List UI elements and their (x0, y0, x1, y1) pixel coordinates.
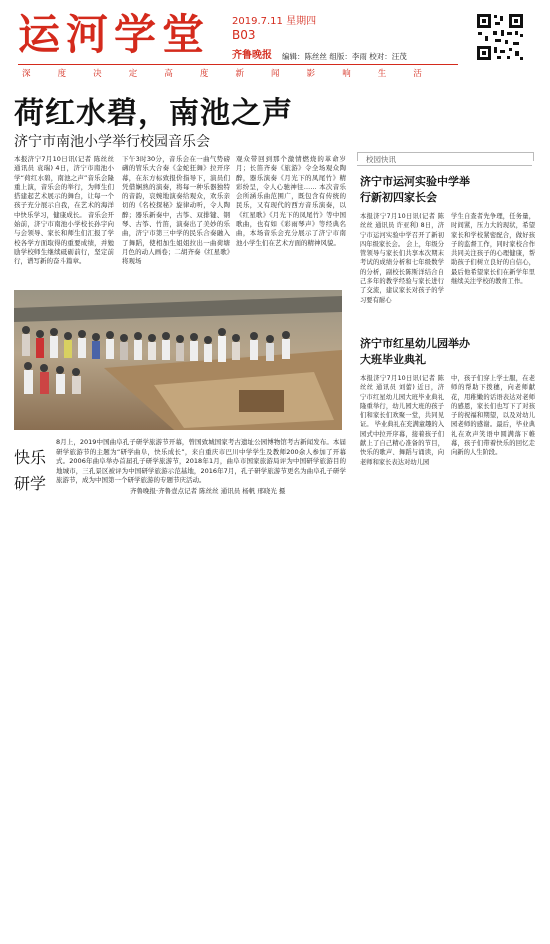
news-box-rule (357, 165, 532, 166)
slogan-char: 响 (342, 69, 351, 79)
page-number: B03 (232, 28, 256, 42)
slogan-char: 生 (377, 69, 387, 79)
slogan-char: 深 (22, 69, 31, 79)
side-label-line: 快乐 (14, 448, 47, 467)
paper-name: 齐鲁晚报 (232, 50, 272, 61)
article-subhead: 济宁市南池小学举行校园音乐会 (14, 134, 210, 150)
photo-side-label (14, 445, 46, 497)
article-column: 下午3时30分，音乐会在一曲气势磅礴的管乐大合奏《金蛇狂舞》拉开序幕，在东方标致报价指导下，演员们凭借娴熟的演奏，将每一种乐器独特的音韵，哀婉地演奏给观众，欢乐亲切的《名校探秘》旋律动听，令人陶醉；器乐新奏中，古筝、双排键、钢琴、古筝、竹笛，演奏出了美妙的乐曲，济宁市第三中学的民乐合奏融入了舞蹈，使相加生姐姐拉出一曲荷塘月色的动人画卷；二胡齐奏《红星歌》将观场 (122, 155, 230, 266)
slogan-char: 新 (235, 69, 244, 79)
photo-caption: 8月上，2019中国曲阜孔子研学旅游节开幕，曾国致城国家考古遗址公园博物馆考古新闻发布。本届研学旅游节的主题为“研学曲阜，快乐成长”，来自重庆市巴川中学学生及教师200余人参加了开幕式。2006年曲阜举办首届孔子研学旅游节，2018年1月，曲阜市国家旅游局评为中国研学旅游目的地城市，三孔景区被评为中国研学旅游示范基地，2016年7月，孔子研学旅游节更名为曲阜孔子研学旅游节，成为中国第一个研学旅游的专题节庆活动。 (56, 438, 346, 484)
article-column: 观众带回到那个激情燃烧的革命岁月；长笛齐奏《旅游》令全场观众陶醉，器乐演奏《月光下的凤尾竹》精彩纷呈，令人心驰神往…… 本次音乐会所涵乐曲范围广，既包含有传统的民乐，又有现代的西方音乐演奏，以《红星歌》《月光下的凤尾竹》等中国歌曲，也有如《彩雨琴声》等经典名曲，本场音乐会充分展示了济宁市南池小学生们在艺术方面的精神风貌。 (236, 155, 346, 247)
slogan-char: 影 (306, 69, 316, 79)
sidebar-story2-column: 本报济宁7月10日讯(记者 陈丝丝 通讯员 刘蕾) 近日，济宁市红星幼儿园大班毕业典礼隆重举行，幼儿园大班的孩子们和家长们欢聚一堂，共同见证。 毕业典礼在充满童趣的入园式中拉开序幕，接着孩子们献上了自己精心准备的节目，快乐的歌声、舞蹈与诵读，向老师和家长表达对幼儿园 (360, 375, 444, 466)
slogan-char: 活 (413, 69, 422, 79)
slogan-char: 度 (57, 69, 67, 79)
sidebar-story2-headline: 济宁市红星幼儿园举办大班毕业典礼 (360, 337, 470, 366)
sidebar-story1-headline: 济宁市运河实验中学举行新初四家长会 (360, 175, 470, 204)
sidebar-story1-column: 本报济宁7月10日讯(记者 陈丝丝 通讯员 许亚利) 8日，济宁市运河实验中学召开了新初四年级家长会。 会上，年级分管领导与家长们共享本次期末考试的成绩分析和七年级数学的分析，副校长陈斯洋结合自己多年的教学经验与家长进行了交流，建议家长对孩子的学习要有耐心 (360, 213, 444, 304)
slogan (22, 67, 422, 79)
slogan-char: 度 (199, 69, 209, 79)
masthead-title: 运河学堂 (18, 10, 211, 59)
sidebar-story1-column: 学生自查者先争理，任务量，时间紧，压力大的现状，希望家长和学校紧密配合，做好孩子的监督工作，同时家校合作共同关注孩子的心理健康，帮助孩子们树立良好的自信心，最后他希望家长们在新学年里继续关注学校的教育工作。 (451, 213, 535, 286)
slogan-rule (18, 64, 458, 65)
issue-date: 2019.7.11 星期四 (232, 16, 317, 27)
slogan-char: 高 (164, 69, 173, 79)
article-headline: 荷红水碧，南池之声 (14, 96, 293, 131)
slogan-char: 决 (93, 69, 102, 79)
sidebar-story2-column: 中，孩子们穿上学士服，在老师的帮助下拨穗，向老师献花，用稚嫩的话语表达对老师的感恩，家长们也写下了对孩子的祝福和期望，以及对幼儿园老师的感谢。最后，毕业典礼在欢声笑语中圆满落下帷幕，孩子们带着快乐的回忆走向新的人生阶段。 (451, 375, 535, 457)
research-trip-photo (14, 290, 342, 430)
slogan-char: 定 (128, 69, 138, 79)
article-column: 本报济宁7月10日讯(记者 陈丝丝 通讯员 袁瑞) 4日，济宁市南池小学“荷红水碧，南池之声”音乐会隆重上演，音乐会的举行，为师生们搭建起艺术展示的舞台，让每一个孩子充分展示自我，在艺术的海洋中快乐学习，健康成长。 音乐会开始前，济宁市南池小学校长孙宇向与会领导、家长和师生们汇报了学校各学方面取得的重要成绩，并勉励学校师生继续砥砺前行，坚定前行，谱写新的奋斗篇章。 (14, 155, 114, 266)
photo-credit: 齐鲁晚报·齐鲁壹点记者 陈丝丝 通讯员 杨帆 邢晓光 摄 (130, 487, 286, 495)
side-label-line: 研学 (14, 474, 47, 493)
editor-credits: 编辑：陈丝丝 组版：李雨 校对：汪茂 (282, 52, 407, 61)
slogan-char: 闻 (271, 69, 280, 79)
news-box-label: 校园快讯 (366, 155, 396, 164)
qr-code-icon (475, 12, 525, 62)
